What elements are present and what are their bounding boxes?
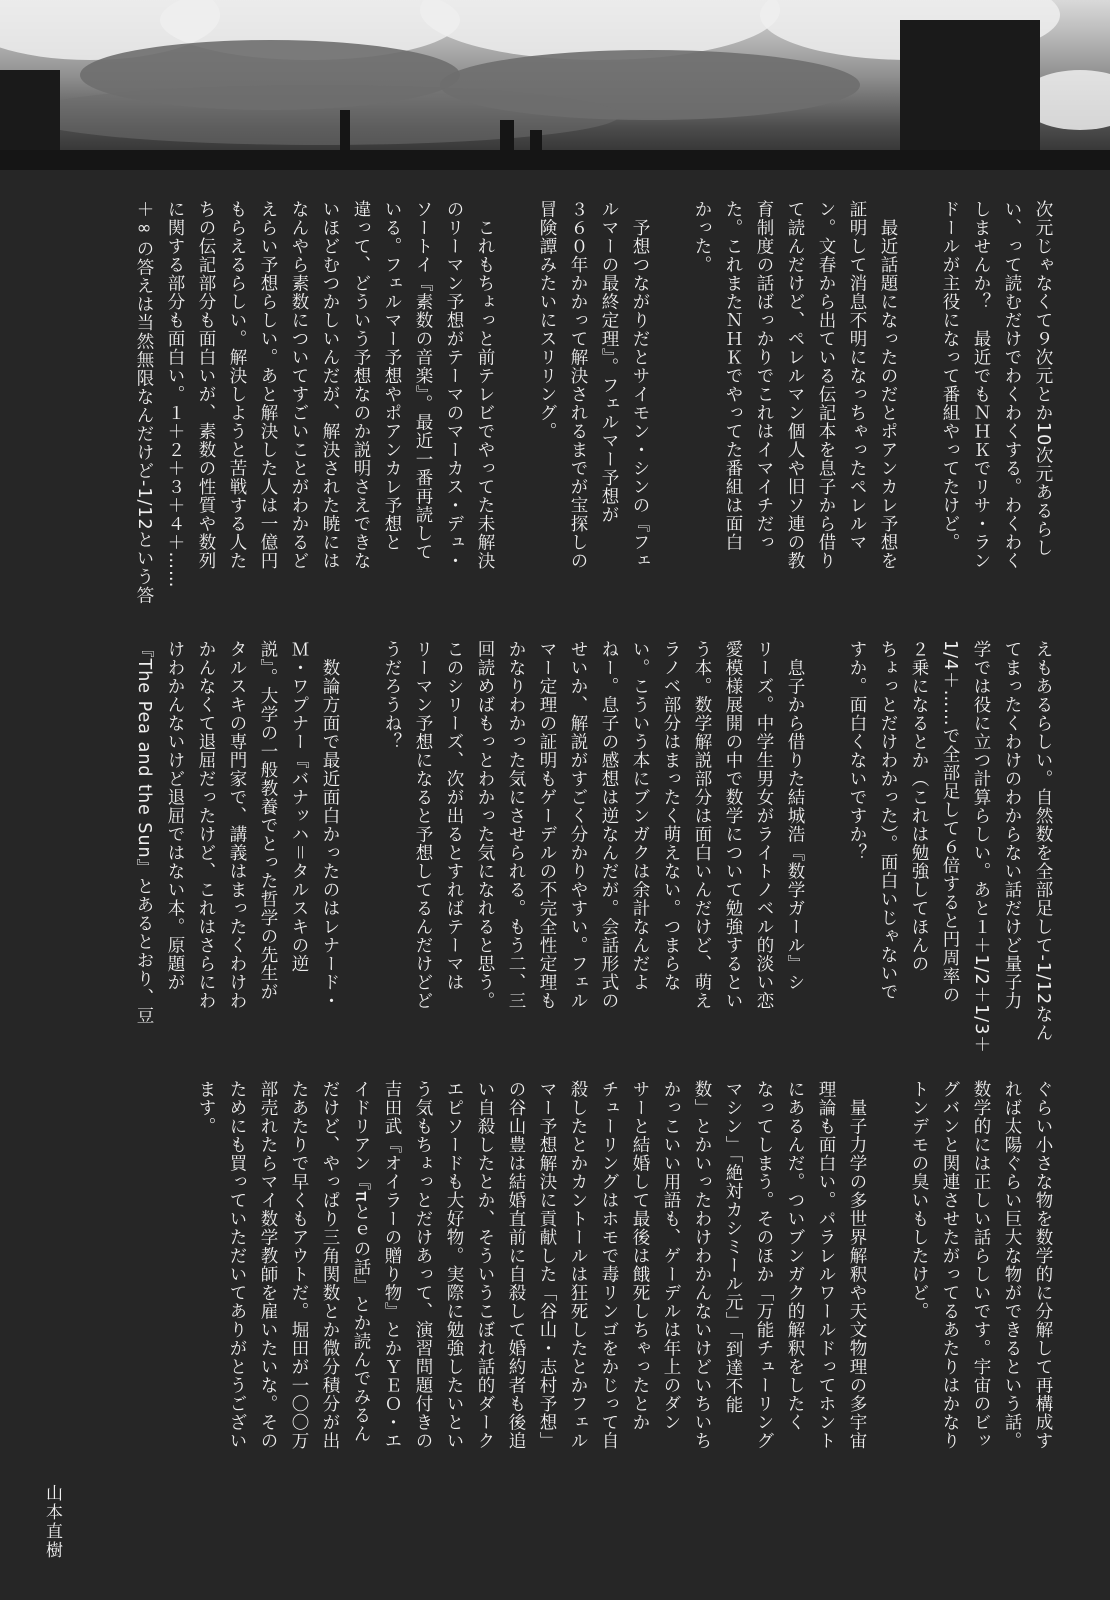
text-line: れば太陽ぐらい巨大な物ができるという話。 (1002, 1080, 1022, 1450)
text-line: ドールが主役になって番組やってたけど。 (940, 200, 960, 552)
text-line: の谷山豊は結婚直前に自殺して婚約者も後追 (506, 1080, 526, 1450)
text-line: たあたりで早くもアウトだ。堀田が一〇〇万 (289, 1080, 309, 1450)
text-line: リーマン予想になると予想してるんだけどど (413, 640, 433, 1010)
text-line: かっこいい用語も、ゲーデルは年上のダン (661, 1080, 681, 1432)
text-line: ン。文春から出ている伝記本を息子から借り (816, 200, 836, 570)
text-line: て読んだけど、ペレルマン個人や旧ソ連の教 (785, 200, 805, 570)
text-line (655, 200, 686, 620)
text-line: 愛模様展開の中で数学について勉強するとい (723, 640, 743, 1010)
header-illustration (0, 0, 1110, 170)
text-line: ラノベ部分はまったく萌えない。つまらな (661, 640, 681, 992)
text-line: ます。 (196, 1080, 216, 1136)
text-line: い自殺したとか、そういうこぼれ話的ダーク (475, 1080, 495, 1450)
text-line: トンデモの臭いもしたけど。 (909, 1080, 929, 1321)
text-line: 説』。大学の一般教養でとった哲学の先生が (258, 640, 278, 1002)
text-line: 数」とかいったわけわかんないけどいちいち (692, 1080, 712, 1450)
text-line: だけど、やっぱり三角関数とか微分積分が出 (320, 1080, 340, 1450)
text-line: なってしまう。そのほか「万能チューリング (754, 1080, 774, 1450)
text-line: 1/4＋……で全部足して６倍すると円周率の (940, 640, 960, 1005)
text-line: 『The Pea and the Sun』とあるとおり、豆 (134, 640, 154, 1026)
text-line: これもちょっと前テレビでやってた未解決 (475, 200, 495, 570)
text-line: ３６０年かかって解決されるまでが宝探しの (568, 200, 588, 570)
text-line: にあるんだ。ついブンガク的解釈をしたく (785, 1080, 805, 1432)
text-line: すか。面白くないですか？ (847, 640, 867, 862)
text-line: しませんか？ 最近でもＮＨＫでリサ・ラン (971, 200, 991, 570)
text-line: マシン」「絶対カシミール元」「到達不能 (723, 1080, 743, 1414)
text-line: 吉田武『オイラーの贈り物』とかＹＥＯ・エ (382, 1080, 402, 1450)
text-line: う気もちょっとだけあって、演習問題付きの (413, 1080, 433, 1450)
text-line: ＋∞の答えは当然無限なんだけど-1/12という答 (134, 200, 154, 605)
text-line: う本。数学解説部分は面白いんだけど、萌え (692, 640, 712, 1010)
text-line (345, 640, 376, 1060)
text-line (500, 200, 531, 620)
text-line: 部売れたらマイ数学教師を雇いたいな。その (258, 1080, 278, 1450)
text-line (810, 640, 841, 1060)
text-line: かなりわかった気にさせられる。もう二、三 (506, 640, 526, 1010)
text-line: もらえるらしい。解決しようと苦戦する人た (227, 200, 247, 570)
text-line: 理論も面白い。パラレルワールドってホント (816, 1080, 836, 1450)
text-line: かんなくて退屈だったけど、これはさらにわ (196, 640, 216, 1010)
text-line: このシリーズ、次が出るとすればテーマは (444, 640, 464, 992)
text-line: エピソードも大好物。実際に勉強したいとい (444, 1080, 464, 1450)
text-line: 量子力学の多世界解釈や天文物理の多宇宙 (847, 1080, 867, 1450)
text-line: えもあるらしい。自然数を全部足して-1/12なん (1033, 640, 1053, 1043)
article-top-block (128, 200, 1058, 620)
text-line: てまったくわけのわからない話だけど量子力 (1002, 640, 1022, 1010)
text-line: せいか、解説がすごく分かりやすい。フェル (568, 640, 588, 1010)
article-bottom-block (190, 1080, 1058, 1540)
text-line: た。これまたＮＨＫでやってた番組は面白 (723, 200, 743, 552)
text-line (872, 1080, 903, 1540)
text-line: 数論方面で最近面白かったのはレナード・ (320, 640, 340, 1010)
text-line: ルマーの最終定理』。フェルマー予想が (599, 200, 619, 525)
text-line: けわかんないけど退屈ではない本。原題が (165, 640, 185, 992)
text-line: えらい予想らしい。あと解決した人は一億円 (258, 200, 278, 570)
text-line: 予想つながりだとサイモン・シンの『フェ (630, 200, 650, 570)
text-line: ちょっとだけわかった）。面白いじゃないで (878, 640, 898, 1002)
text-line: なんやら素数についてすごいことがわかるど (289, 200, 309, 570)
ruin-tower (900, 20, 1040, 170)
text-line: 最近話題になったのだとポアンカレ予想を (878, 200, 898, 570)
author-signature: 山本直樹 (42, 1484, 62, 1560)
text-line: ためにも買っていただいてありがとうござい (227, 1080, 247, 1450)
text-line: リーズ。中学生男女がライトノベル的淡い恋 (754, 640, 774, 1010)
text-line: 冒険譚みたいにスリリング。 (537, 200, 557, 441)
text-line: ソートイ『素数の音楽』。最近一番再読して (413, 200, 433, 562)
article-middle-block (128, 640, 1058, 1060)
text-line: ねー。息子の感想は逆なんだが。会話形式の (599, 640, 619, 1010)
text-line: いる。フェルマー予想やポアンカレ予想と (382, 200, 402, 552)
text-line: 違って、どういう予想なのか説明さえできな (351, 200, 371, 570)
text-line: 息子から借りた結城浩『数学ガール』シ (785, 640, 805, 992)
horizon (0, 150, 1110, 170)
text-line: に関する部分も面白い。１＋２＋３＋４＋…… (165, 200, 185, 589)
text-line: マー定理の証明もゲーデルの不完全性定理も (537, 640, 557, 1010)
text-line: のリーマン予想がテーマのマーカス・デュ・ (444, 200, 464, 570)
text-line: ぐらい小さな物を数学的に分解して再構成す (1033, 1080, 1053, 1450)
text-line: 数学的には正しい話らしいです。宇宙のビッ (971, 1080, 991, 1450)
text-line: ２乗になるとか（これは勉強してほんの (909, 640, 929, 973)
text-line: い、って読むだけでわくわくする。わくわく (1002, 200, 1022, 570)
text-line: うだろうね？ (382, 640, 402, 751)
text-line: いほどむつかしいんだが、解決された暁には (320, 200, 340, 570)
text-line: 証明して消息不明になっちゃったペレルマ (847, 200, 867, 552)
text-line: マー予想解決に貢献した「谷山・志村予想」 (537, 1080, 557, 1450)
text-line (903, 200, 934, 620)
text-line: 学では役に立つ計算らしい。あと１＋1/2＋1/3＋ (971, 640, 991, 1054)
text-line: チューリングはホモで毒リンゴをかじって自 (599, 1080, 619, 1450)
text-line: サーと結婚して最後は餓死しちゃったとか (630, 1080, 650, 1432)
text-line: グバンと関連させたがってるあたりはかなり (940, 1080, 960, 1450)
text-line: 次元じゃなくて９次元とか10次元あるらし (1033, 200, 1053, 558)
text-line: かった。 (692, 200, 712, 274)
text-line: Ｍ・ワプナー『バナッハ＝タルスキの逆 (289, 640, 309, 973)
text-line: 回読めばもっとわかった気になれると思う。 (475, 640, 495, 1010)
article-body (40, 200, 1070, 1560)
text-line: い。こういう本にブンガクは余計なんだよ (630, 640, 650, 992)
text-line: イドリアン『πとｅの話』とか読んでみるん (351, 1080, 371, 1444)
text-line: タルスキの専門家で、講義はまったくわけわ (227, 640, 247, 1010)
text-line: 育制度の話ばっかりでこれはイマイチだっ (754, 200, 774, 552)
text-line: 殺したとかカントールは狂死したとかフェル (568, 1080, 588, 1450)
text-line: ちの伝記部分も面白いが、素数の性質や数列 (196, 200, 216, 570)
